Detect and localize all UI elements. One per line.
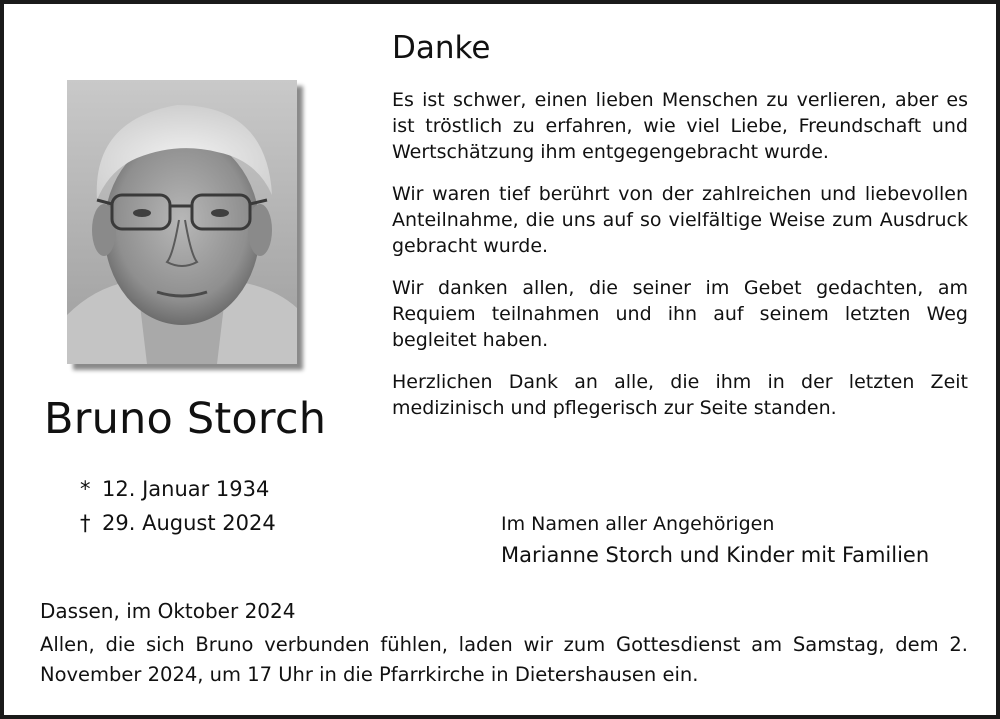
thanks-paragraph: Wir danken allen, die seiner im Gebet gedachten, am Requiem teilnahmen und ihn auf seinem letzten Weg begleitet haben.: [392, 277, 968, 351]
signature-intro: Im Namen aller Angehörigen: [501, 513, 775, 535]
thanks-paragraph: Herzlichen Dank an alle, die ihm in der letzten Zeit medizinisch und pflegerisch zur Seite standen.: [392, 371, 968, 419]
place-date: Dassen, im Oktober 2024: [40, 599, 296, 623]
deceased-name: Bruno Storch: [44, 394, 327, 444]
portrait-photo: [67, 80, 297, 364]
birth-date: 12. Januar 1934: [102, 477, 270, 501]
thanks-paragraph: Es ist schwer, einen lieben Menschen zu verlieren, aber es ist tröstlich zu erfahren, wie viel Liebe, Freundschaft und Wertschätzung ihm entgegengebracht wurde.: [392, 89, 968, 163]
death-cross-icon: †: [80, 511, 91, 535]
death-date: 29. August 2024: [102, 511, 276, 535]
birth-star-icon: *: [80, 477, 91, 501]
service-invitation: Allen, die sich Bruno verbunden fühlen, laden wir zum Gottesdienst am Samstag, dem 2. November 2024, um 17 Uhr in die Pfarrkirche in Dietershausen ein.: [40, 633, 968, 686]
death-date-row: [80, 506, 276, 540]
birth-date-row: [80, 472, 276, 506]
thanks-paragraph: Wir waren tief berührt von der zahlreichen und liebevollen Anteilnahme, die uns auf so vielfältige Weise zum Ausdruck gebracht wurde.: [392, 183, 968, 257]
portrait-photo-icon: [67, 80, 297, 364]
thanks-section: [392, 30, 968, 437]
thanks-heading: Danke: [392, 30, 491, 66]
signature-names: Marianne Storch und Kinder mit Familien: [501, 543, 930, 567]
footer-section: [40, 596, 968, 690]
signature-block: [501, 509, 929, 571]
life-dates: [80, 472, 276, 540]
